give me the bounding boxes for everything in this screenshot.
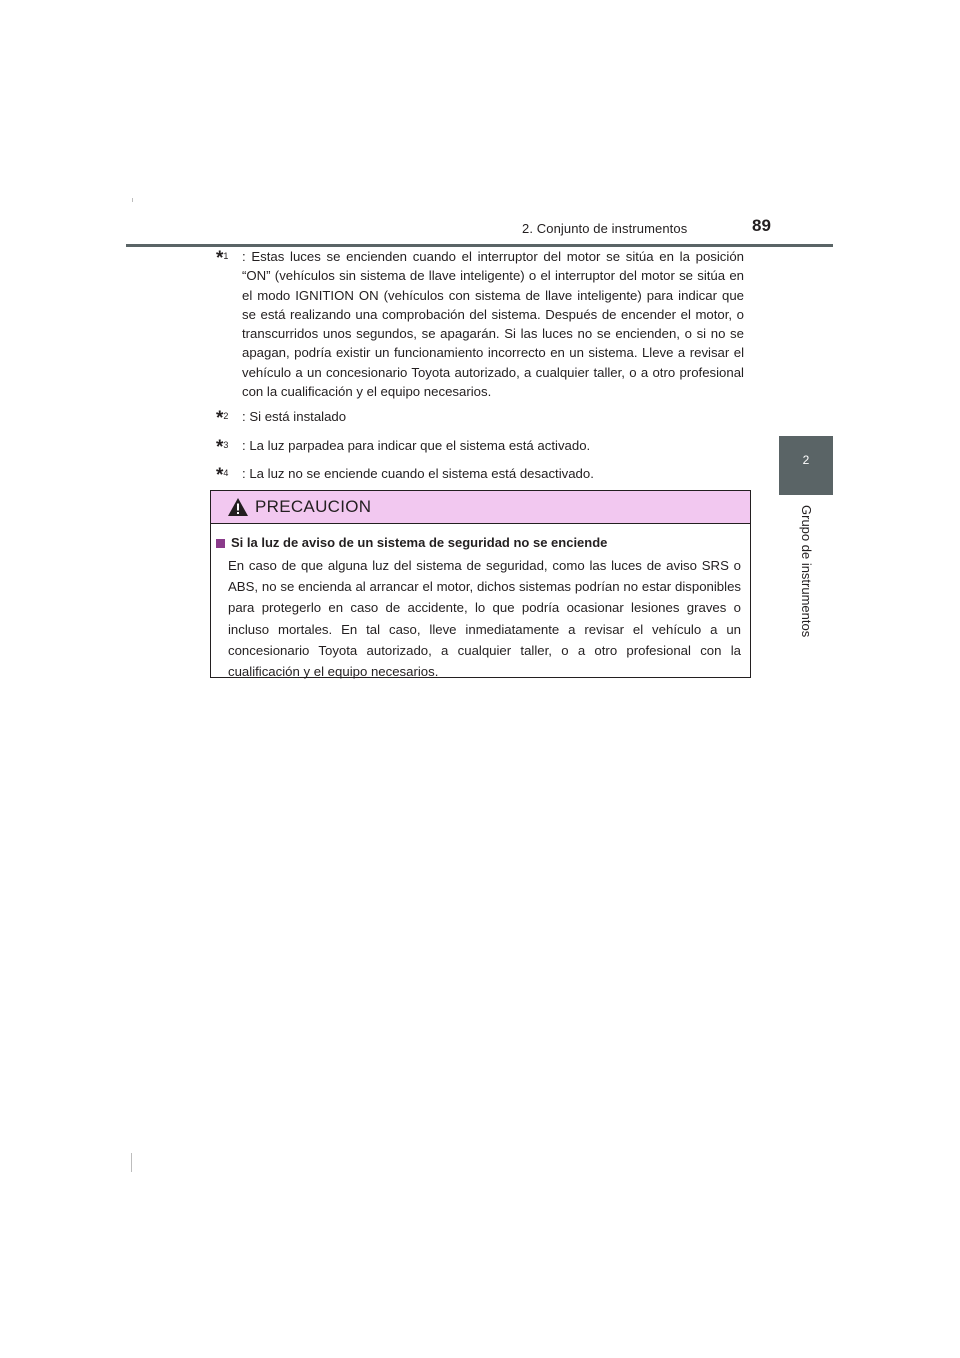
footnote-1: [216, 247, 744, 401]
caution-header: [211, 491, 750, 524]
scan-mark: [131, 1153, 132, 1172]
footnote-3: [216, 436, 744, 458]
page-number: 89: [752, 216, 771, 235]
chapter-label: Grupo de instrumentos: [799, 505, 814, 638]
footnote-marker: [216, 247, 242, 401]
caution-box: [210, 490, 751, 678]
footnote-2: [216, 407, 744, 429]
asterisk-icon: *: [216, 436, 224, 458]
footnote-marker: [216, 464, 242, 486]
section-title: 2. Conjunto de instrumentos: [522, 221, 688, 236]
asterisk-icon: *: [216, 248, 224, 269]
footnote-marker: [216, 436, 242, 458]
caution-title: PRECAUCION: [255, 497, 372, 516]
caution-heading-text: Si la luz de aviso de un sistema de seguridad no se enciende: [231, 535, 608, 550]
footnote-marker: [216, 407, 242, 429]
footnote-text: : Si está instalado: [242, 409, 347, 425]
footnote-number: 2: [223, 411, 229, 422]
caution-body: [215, 534, 741, 682]
scan-mark: [132, 198, 133, 202]
asterisk-icon: *: [216, 408, 224, 430]
warning-triangle-icon: [227, 497, 249, 517]
footnote-number: 1: [223, 251, 229, 261]
footnote-text: : Estas luces se encienden cuando el interruptor del motor se sitúa en la posición “ON” (vehículos sin sistema de llave inteligente) o el interruptor del motor se sitúa en el modo IGNITION ON (vehículos con sistema de llave inteligente) para indicar que se está realizando una comprobación del sistema. Después de encender el motor, o transcurridos unos segundos, se apagarán. Si las luces no se encienden, o si no se apagan, podría existir un funcionamiento incorrecto en un sistema. Lleve a revisar el vehículo a un concesionario Toyota autorizado, a cualquier taller, o a otro profesional con la cualificación y el equipo necesarios.: [242, 249, 744, 400]
asterisk-icon: *: [216, 464, 224, 486]
caution-heading: [215, 534, 741, 552]
footnote-4: [216, 464, 744, 486]
bullet-square-icon: [216, 539, 225, 548]
footnote-text: : La luz parpadea para indicar que el sistema está activado.: [242, 437, 591, 453]
footnote-list: [216, 247, 744, 492]
footnote-text: : La luz no se enciende cuando el sistema está desactivado.: [242, 465, 594, 481]
caution-text: En caso de que alguna luz del sistema de seguridad, como las luces de aviso SRS o ABS, no se encienda al arrancar el motor, dichos sistemas podrían no estar disponibles para protegerlo en caso de accidente, lo que podría ocasionar lesiones graves o incluso mortales. En tal caso, lleve inmediatamente a revisar el vehículo a un concesionario Toyota autorizado, a cualquier taller, o a otro profesional con la cualificación y el equipo necesarios.: [228, 558, 741, 680]
chapter-number: 2: [802, 453, 810, 467]
footnote-number: 4: [223, 467, 229, 478]
footnote-number: 3: [223, 439, 229, 450]
chapter-tab: [779, 436, 833, 495]
